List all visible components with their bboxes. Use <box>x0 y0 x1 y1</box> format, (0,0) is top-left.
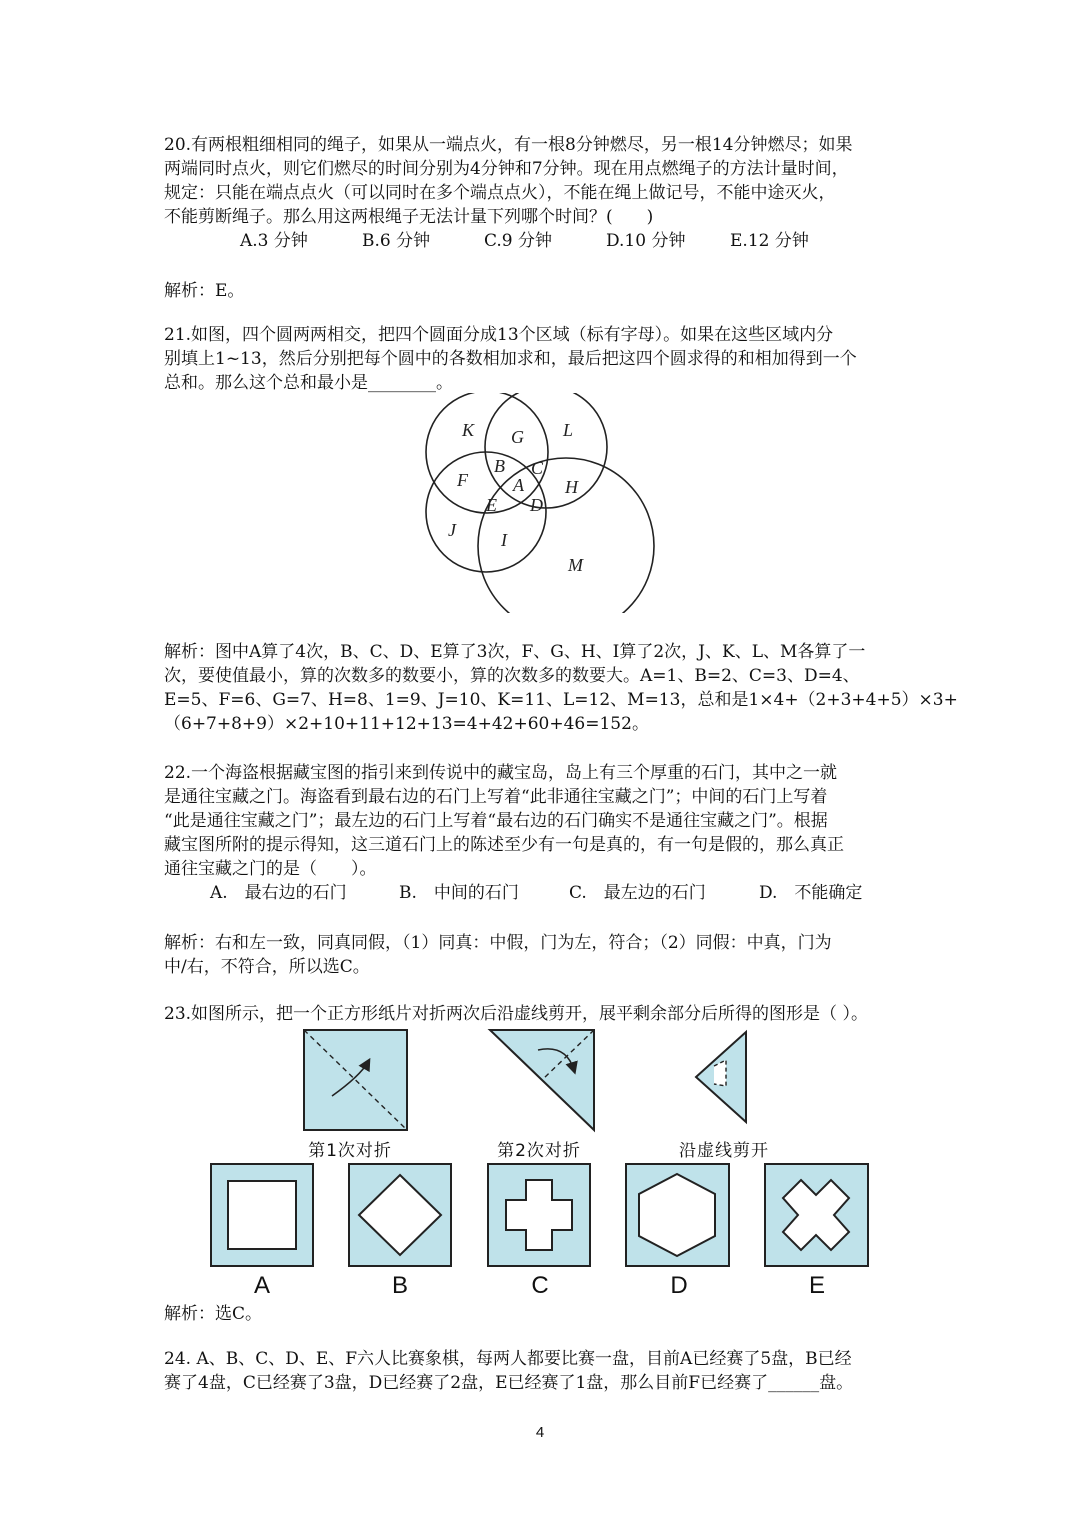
q24-line: 24. A、B、C、D、E、F六人比赛象棋，每两人都要比赛一盘，目前A已经赛了5盘，B已经 <box>164 1349 852 1369</box>
q20-option: C.9 分钟 <box>484 231 553 251</box>
q23-answer-text: 解析：选C。 <box>164 1304 263 1324</box>
q21-answer-line: 解析：图中A算了4次，B、C、D、E算了3次，F、G、H、I算了2次，J、K、L、M各算了一 <box>164 642 866 662</box>
answer-choices-figure <box>205 1160 885 1270</box>
q22-option: B. 中间的石门 <box>399 883 519 903</box>
venn-label-d: D <box>530 495 543 515</box>
fold-step-label-2: 第2次对折 <box>497 1141 581 1161</box>
choice-letter-b: B <box>391 1272 408 1299</box>
q20-option: E.12 分钟 <box>730 231 809 251</box>
q22-option: D. 不能确定 <box>759 883 863 903</box>
fold-step-2 <box>490 1030 594 1130</box>
q22-answer-line: 解析：右和左一致，同真同假，（1）同真：中假，门为左，符合；（2）同假：中真，门为 <box>164 933 832 953</box>
venn-label-a: A <box>513 475 524 495</box>
choice-letter-e: E <box>808 1272 825 1299</box>
fold-step-label-1: 第1次对折 <box>308 1141 392 1161</box>
page-number: 4 <box>535 1424 545 1441</box>
venn-circle <box>485 393 607 508</box>
q20-line: 两端同时点火，则它们燃尽的时间分别为4分钟和7分钟。现在用点燃绳子的方法计量时间， <box>164 159 849 179</box>
q21-answer-line: E=5、F=6、G=7、H=8、1=9、J=10、K=11、L=12、M=13，总和是1×4+（2+3+4+5）×3+ <box>164 690 958 710</box>
q20-option: A.3 分钟 <box>240 231 308 251</box>
choice-shape-b <box>349 1164 451 1266</box>
q21-answer-line: （6+7+8+9）×2+10+11+12+13=4+42+60+46=152。 <box>164 714 649 734</box>
fold-step-3 <box>696 1032 746 1122</box>
venn-label-i: I <box>501 530 507 550</box>
venn-label-f: F <box>457 470 468 490</box>
q20-line: 规定：只能在端点点火（可以同时在多个端点点火），不能在绳上做记号，不能中途灭火， <box>164 183 836 203</box>
q22-option: C. 最左边的石门 <box>569 883 706 903</box>
choice-letter-d: D <box>670 1272 688 1299</box>
venn-label-k: K <box>462 420 475 440</box>
choice-letter-c: C <box>531 1272 549 1299</box>
q20-line: 20.有两根粗细相同的绳子，如果从一端点火，有一根8分钟燃尽，另一根14分钟燃尽；如果 <box>164 135 853 155</box>
q24-line: 赛了4盘，C已经赛了3盘，D已经赛了2盘，E已经赛了1盘，那么目前F已经赛了______盘。 <box>164 1373 854 1393</box>
choice-letter-a: A <box>253 1272 270 1299</box>
choice-shape-e <box>765 1164 868 1266</box>
venn-label-c: C <box>531 458 544 478</box>
question-21 <box>164 323 924 395</box>
venn-label-j: J <box>448 520 456 540</box>
q21-line: 总和。那么这个总和最小是________。 <box>164 373 453 393</box>
q22-option: A. 最右边的石门 <box>210 883 347 903</box>
q22-line: 22.一个海盗根据藏宝图的指引来到传说中的藏宝岛，岛上有三个厚重的石门，其中之一就 <box>164 763 838 783</box>
q22-answer <box>164 931 924 979</box>
choice-shape-c <box>488 1164 590 1266</box>
question-20 <box>164 133 924 253</box>
q20-answer <box>164 279 924 303</box>
q22-line: 是通往宝藏之门。海盗看到最右边的石门上写着“此非通往宝藏之门”；中间的石门上写着 <box>164 787 828 807</box>
q22-options <box>164 881 924 905</box>
venn-label-l: L <box>563 420 574 440</box>
q21-answer <box>164 640 958 736</box>
q21-answer-line: 次，要使值最小，算的次数多的数要小，算的次数多的数要大。A=1、B=2、C=3、D=4、 <box>164 666 860 686</box>
choice-shape-a <box>211 1164 313 1266</box>
venn-diagram <box>420 393 660 613</box>
q21-line: 21.如图，四个圆两两相交，把四个圆面分成13个区域（标有字母）。如果在这些区域内分 <box>164 325 834 345</box>
venn-label-e: E <box>486 495 497 515</box>
choice-shape-d <box>626 1164 729 1266</box>
q23-line: 23.如图所示，把一个正方形纸片对折两次后沿虚线剪开，展平剩余部分后所得的图形是（ ）。 <box>164 1004 868 1024</box>
folding-steps-figure <box>290 1026 770 1138</box>
q22-line: 藏宝图所附的提示得知，这三道石门上的陈述至少有一句是真的，有一句是假的，那么真正 <box>164 835 844 855</box>
q22-line: “此是通往宝藏之门”；最左边的石门上写着“最右边的石门确实不是通往宝藏之门”。根据 <box>164 811 828 831</box>
q23-answer <box>164 1302 924 1326</box>
venn-label-h: H <box>565 477 578 497</box>
q22-line: 通往宝藏之门的是（ ）。 <box>164 859 377 879</box>
question-24 <box>164 1347 924 1395</box>
fold-step-label-3: 沿虚线剪开 <box>679 1141 769 1161</box>
venn-label-b: B <box>494 456 505 476</box>
question-23 <box>164 1002 924 1026</box>
q20-option: B.6 分钟 <box>362 231 431 251</box>
q20-option: D.10 分钟 <box>606 231 686 251</box>
venn-label-m: M <box>568 555 583 575</box>
q22-answer-line: 中/右，不符合，所以选C。 <box>164 957 370 977</box>
q20-answer-text: 解析：E。 <box>164 281 245 301</box>
q21-line: 别填上1~13，然后分别把每个圆中的各数相加求和，最后把这四个圆求得的和相加得到一个 <box>164 349 857 369</box>
question-22 <box>164 761 924 905</box>
fold-step-1 <box>304 1030 407 1130</box>
q20-options <box>164 229 924 253</box>
q20-line: 不能剪断绳子。那么用这两根绳子无法计量下列哪个时间？( ) <box>164 207 654 227</box>
venn-label-g: G <box>511 427 524 447</box>
